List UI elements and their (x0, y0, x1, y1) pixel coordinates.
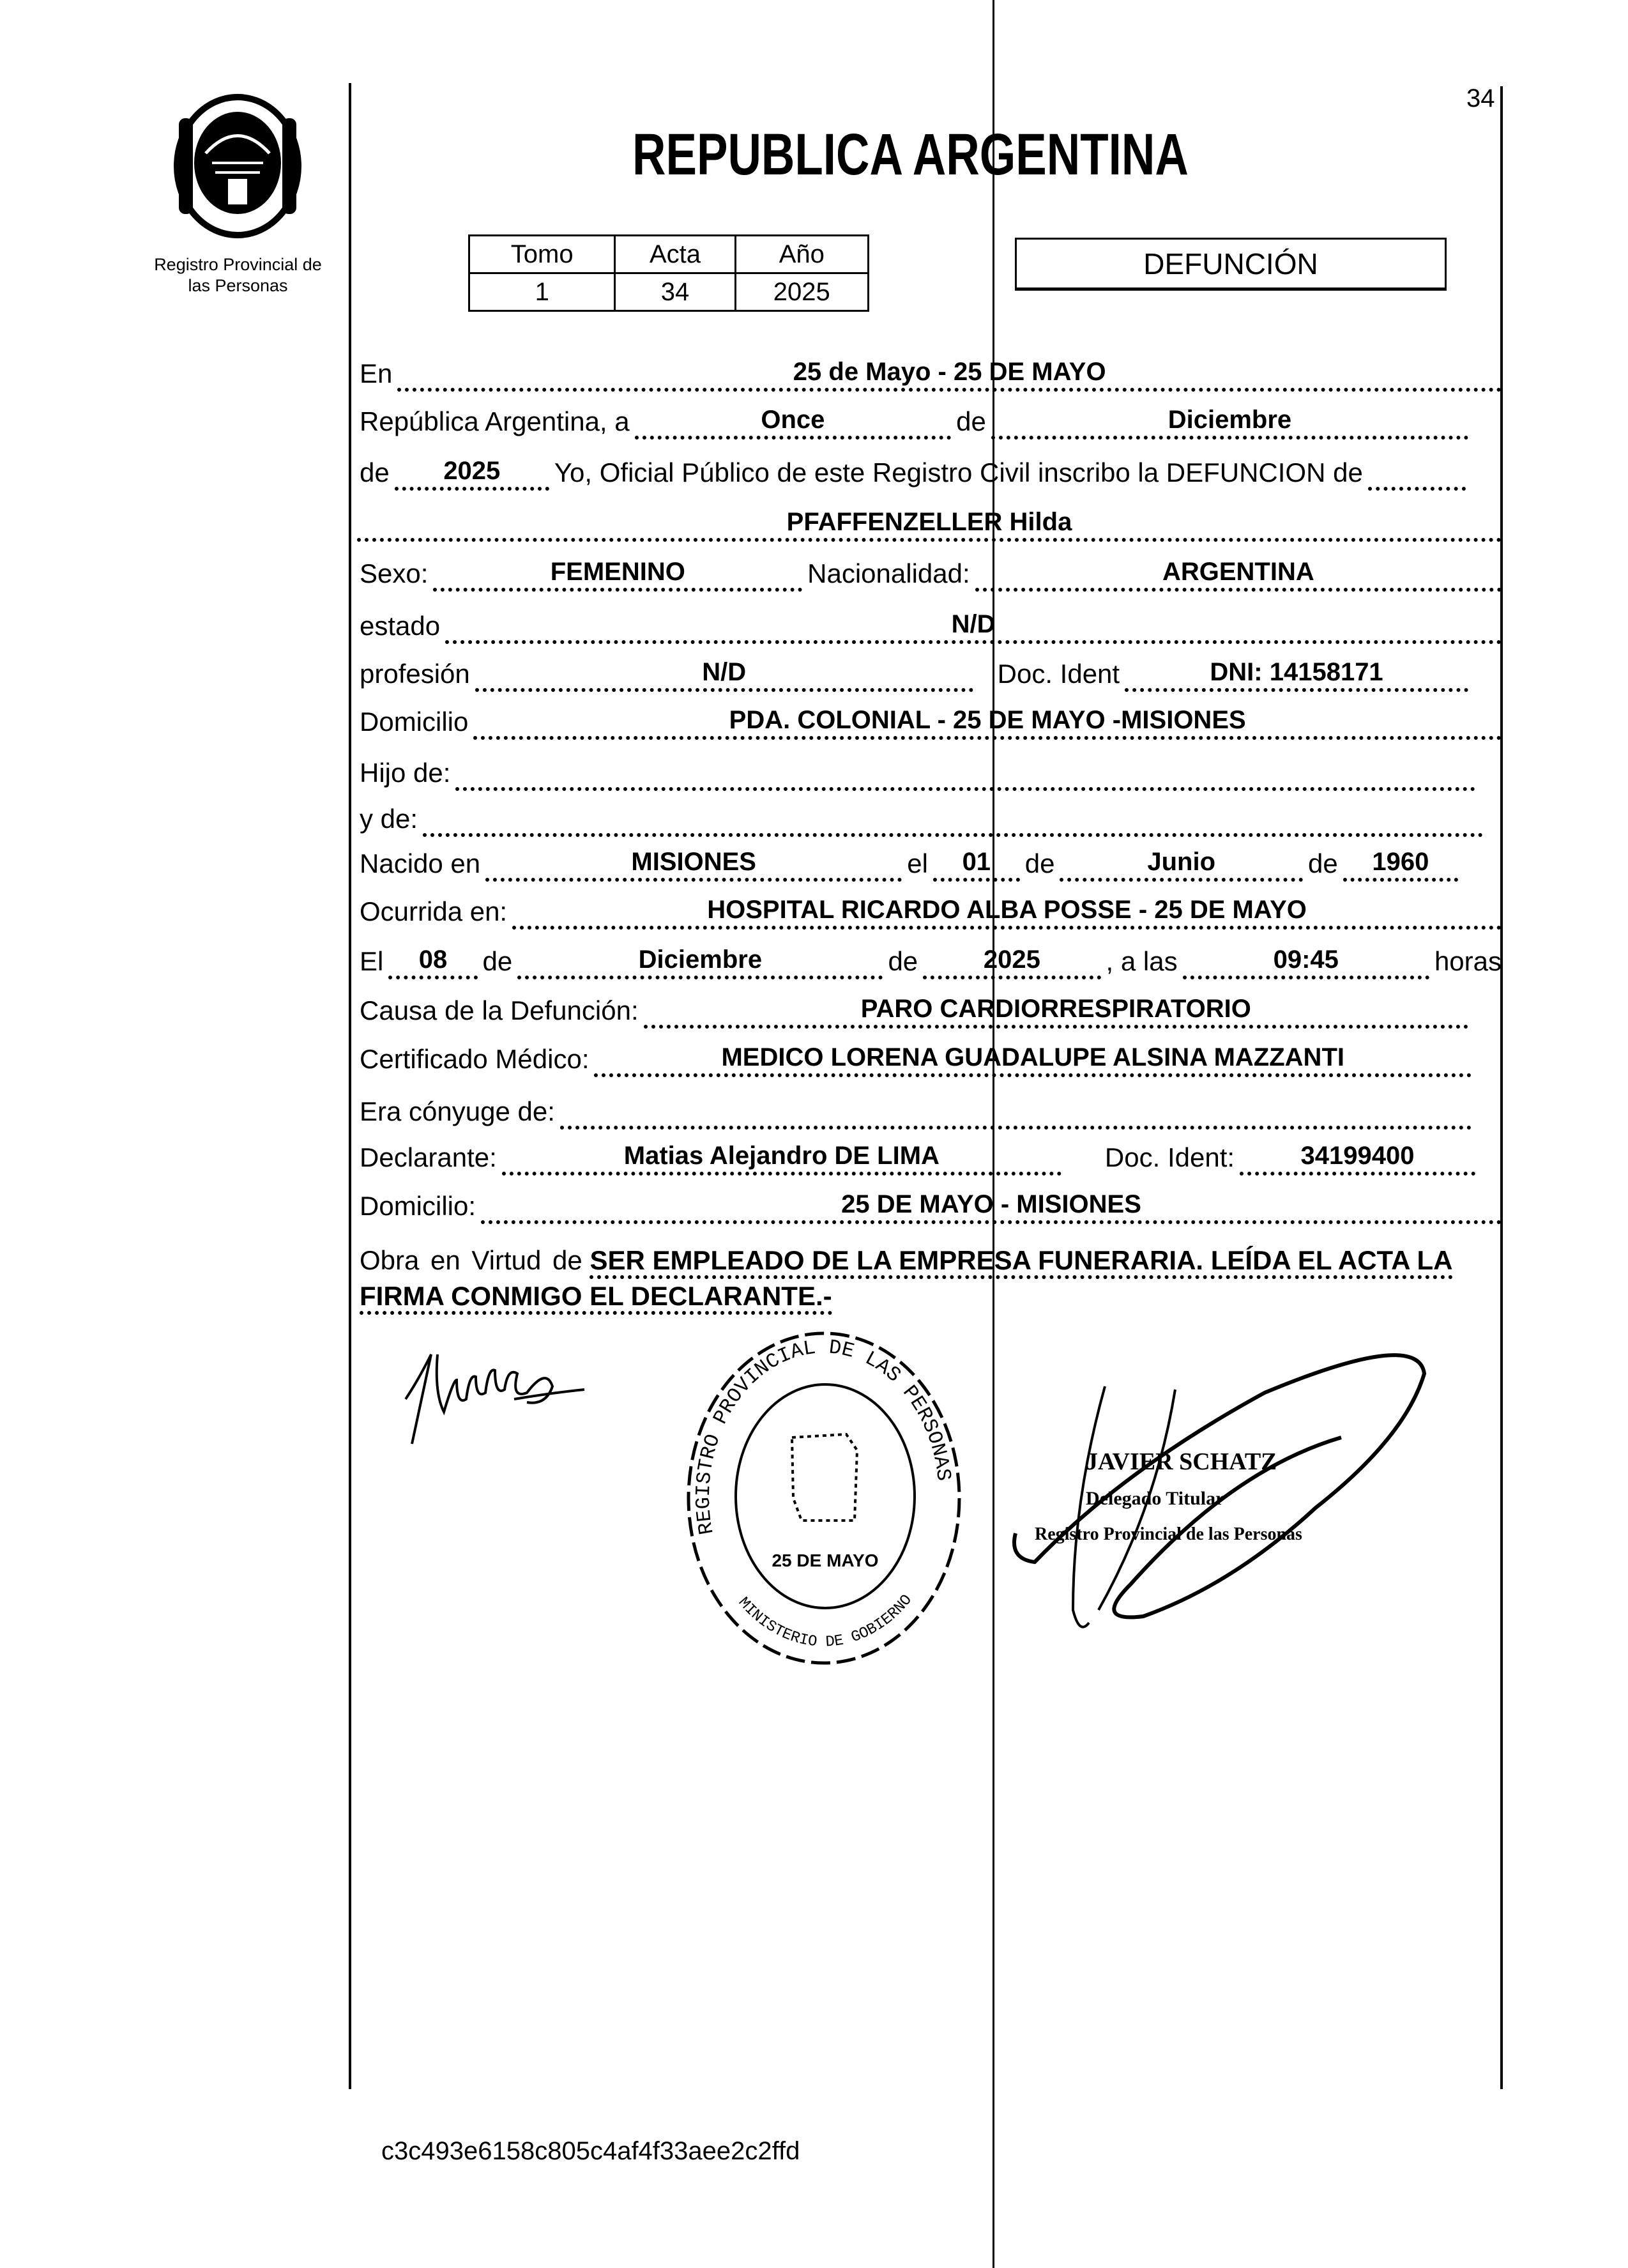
label-en: En (360, 358, 393, 388)
field-birth-year: 1960 (1343, 846, 1458, 882)
label-hijo-de: Hijo de: (360, 758, 451, 788)
page-number: 34 (1466, 84, 1495, 112)
row-y-de (360, 800, 1483, 837)
row-estado (360, 607, 1502, 644)
row-declarante (360, 1138, 1475, 1176)
value-acta: 34 (615, 273, 735, 311)
value-anio: 2025 (735, 273, 868, 311)
label-declarante: Declarante: (360, 1142, 497, 1172)
field-en: 25 de Mayo - 25 DE MAYO (397, 356, 1502, 392)
stamp-role: Delegado Titular (1086, 1488, 1224, 1509)
row-domicilio-declarante (360, 1187, 1502, 1224)
label-domicilio: Domicilio: (360, 1191, 476, 1221)
row-hijo-de (360, 754, 1475, 791)
label-certificado: Certificado Médico: (360, 1044, 590, 1074)
seal-ring-top: REGISTRO PROVINCIAL DE LAS PERSONAS (691, 1335, 955, 1536)
field-blank (1368, 455, 1466, 491)
label-causa: Causa de la Defunción: (360, 995, 639, 1025)
record-type-box: DEFUNCIÓN (1015, 238, 1447, 291)
row-fecha-defuncion (360, 942, 1502, 979)
page-title: REPUBLICA ARGENTINA (632, 122, 1189, 187)
value-tomo: 1 (469, 273, 615, 311)
row-profesion (360, 655, 1468, 692)
label-republica: República Argentina, a (360, 406, 630, 436)
label-a-las: , a las (1106, 946, 1178, 976)
label-de: de (1024, 848, 1055, 878)
label-el: el (907, 848, 928, 878)
field-nacionalidad: ARGENTINA (975, 556, 1502, 592)
field-ocurrida-en: HOSPITAL RICARDO ALBA POSSE - 25 DE MAYO (512, 894, 1502, 930)
header-tomo: Tomo (469, 236, 615, 273)
field-estado: N/D (445, 608, 1502, 644)
label-sexo: Sexo: (360, 558, 429, 588)
label-de: de (482, 946, 513, 976)
label-profesion: profesión (360, 659, 470, 689)
row-domicilio (360, 703, 1502, 740)
row-causa (360, 992, 1468, 1029)
inscription-text: Yo, Oficial Público de este Registro Civil inscribo la DEFUNCION de (554, 457, 1363, 487)
label-domicilio: Domicilio (360, 707, 469, 737)
official-signature (1009, 1342, 1456, 1661)
field-causa: PARO CARDIORRESPIRATORIO (644, 993, 1468, 1029)
left-margin-line (349, 83, 351, 2089)
label-doc-ident: Doc. Ident: (1104, 1142, 1235, 1172)
label-conyuge: Era cónyuge de: (360, 1096, 555, 1126)
seal-center: 25 DE MAYO (772, 1551, 879, 1570)
field-declarante-doc: 34199400 (1240, 1140, 1475, 1176)
field-death-time: 09:45 (1183, 944, 1429, 979)
field-month: Diciembre (991, 404, 1468, 440)
label-doc-ident: Doc. Ident (997, 659, 1120, 689)
province-logo (167, 93, 308, 240)
field-y-de (423, 801, 1483, 837)
row-obra (360, 1243, 1502, 1314)
field-death-month: Diciembre (517, 944, 883, 979)
field-birth-month: Junio (1060, 846, 1303, 882)
label-ocurrida-en: Ocurrida en: (360, 896, 508, 926)
document-hash: c3c493e6158c805c4af4f33aee2c2ffd (381, 2137, 800, 2165)
field-death-day: 08 (388, 944, 477, 979)
row-anio (360, 454, 1466, 491)
row-certificado (360, 1040, 1472, 1077)
field-sexo: FEMENINO (433, 556, 802, 592)
label-de: de (888, 946, 918, 976)
row-conyuge (360, 1092, 1472, 1130)
field-doc-ident: DNI: 14158171 (1125, 656, 1468, 692)
label-nacionalidad: Nacionalidad: (807, 558, 970, 588)
field-domicilio: PDA. COLONIAL - 25 DE MAYO -MISIONES (473, 704, 1502, 740)
label-y-de: y de: (360, 804, 418, 834)
label-horas: horas (1434, 946, 1502, 976)
scan-fold-line (993, 0, 994, 2268)
row-nombre (357, 505, 1502, 542)
field-deceased-name: PFAFFENZELLER Hilda (357, 506, 1502, 542)
field-death-year: 2025 (923, 944, 1100, 979)
header-acta: Acta (615, 236, 735, 273)
header-anio: Año (735, 236, 868, 273)
field-profesion: N/D (475, 656, 973, 692)
registry-seal (683, 1329, 964, 1667)
label-estado: estado (360, 611, 441, 641)
row-fecha-acta (360, 402, 1468, 440)
row-en (360, 355, 1502, 392)
caption-line: las Personas (188, 276, 288, 295)
field-obra: SER EMPLEADO DE LA EMPRESA FUNERARIA. LEÍDA EL ACTA LA FIRMA CONMIGO EL DECLARANTE.- (360, 1245, 1453, 1315)
field-certificado: MEDICO LORENA GUADALUPE ALSINA MAZZANTI (594, 1041, 1472, 1077)
label-de: de (956, 406, 986, 436)
caption-line: Registro Provincial de (154, 255, 322, 274)
field-year: 2025 (395, 455, 549, 491)
label-el: El (360, 946, 384, 976)
field-day: Once (635, 404, 952, 440)
row-sexo (360, 555, 1502, 592)
field-hijo-de (455, 755, 1475, 791)
label-obra: Obra en Virtud de (360, 1245, 582, 1275)
label-de: de (360, 457, 390, 487)
row-nacido (360, 845, 1458, 882)
label-nacido-en: Nacido en (360, 848, 481, 878)
field-birth-day: 01 (933, 846, 1020, 882)
declarant-signature (393, 1342, 591, 1450)
stamp-org: Registro Provincial de las Personas (1035, 1524, 1302, 1544)
row-ocurrida (360, 893, 1502, 930)
field-conyuge (560, 1094, 1472, 1130)
seal-ring-bottom: MINISTERIO DE GOBIERNO (734, 1591, 916, 1651)
field-declarante: Matias Alejandro DE LIMA (502, 1140, 1061, 1176)
registry-caption (128, 254, 348, 296)
field-birth-place: MISIONES (485, 846, 902, 882)
label-de: de (1308, 848, 1338, 878)
record-table (468, 234, 869, 312)
stamp-name: JAVIER SCHATZ (1086, 1448, 1277, 1475)
field-domicilio-declarante: 25 DE MAYO - MISIONES (481, 1188, 1502, 1224)
